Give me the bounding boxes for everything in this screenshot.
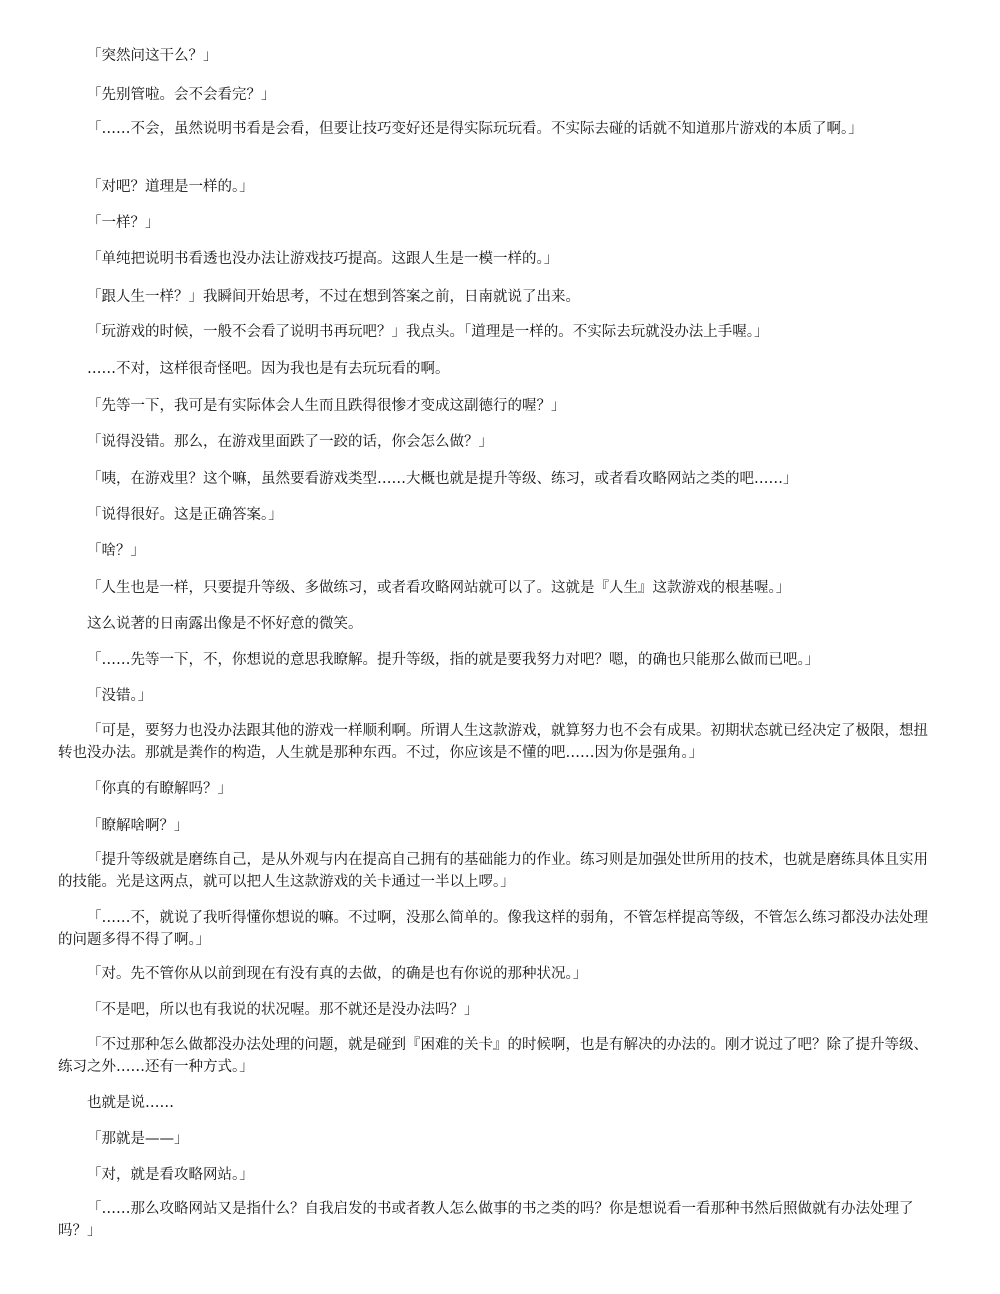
paragraph-4: 「对吧？道理是一样的。」 [87,179,254,195]
paragraph-8: 「玩游戏的时候，一般不会看了说明书再玩吧？」我点头。「道理是一样的。不实际去玩就没办法上手喔。」 [87,324,769,340]
paragraph-6: 「单纯把说明书看透也没办法让游戏技巧提高。这跟人生是一模一样的。」 [87,251,559,267]
paragraph-11: 「说得没错。那么，在游戏里面跌了一跤的话，你会怎么做？」 [87,434,493,450]
paragraph-15: 「人生也是一样，只要提升等级、多做练习，或者看攻略网站就可以了。这就是『人生』这款游戏的根基喔。」 [87,580,791,596]
paragraph-13: 「说得很好。这是正确答案。」 [87,507,283,523]
paragraph-10: 「先等一下，我可是有实际体会人生而且跌得很惨才变成这副德行的喔？」 [87,398,566,414]
paragraph-18: 「没错。」 [87,688,153,704]
paragraph-7: 「跟人生一样？」我瞬间开始思考，不过在想到答案之前，日南就说了出来。 [87,289,580,305]
paragraph-20: 「你真的有瞭解吗？」 [87,781,232,797]
paragraph-25: 「不是吧，所以也有我说的状况喔。那不就还是没办法吗？」 [87,1002,479,1018]
paragraph-27: 也就是说…… [87,1095,174,1111]
paragraph-30: 「……那么攻略网站又是指什么？自我启发的书或者教人怎么做事的书之类的吗？你是想说看一看那种书然后照做就有办法处理了吗？」 [58,1201,914,1239]
paragraph-17: 「……先等一下，不，你想说的意思我瞭解。提升等级，指的就是要我努力对吧？嗯，的确也只能那么做而已吧。」 [87,652,820,668]
paragraph-5: 「一样？」 [87,215,160,231]
paragraph-19: 「可是，要努力也没办法跟其他的游戏一样顺利啊。所谓人生这款游戏，就算努力也不会有成果。初期状态就已经决定了极限，想扭转也没办法。那就是粪作的构造，人生就是那种东西。不过，你应该是不懂的吧……因为你是强角。」 [58,723,928,761]
paragraph-26: 「不过那种怎么做都没办法处理的问题，就是碰到『困难的关卡』的时候啊，也是有解决的办法的。刚才说过了吧？除了提升等级、练习之外……还有一种方式。」 [58,1037,928,1075]
paragraph-24: 「对。先不管你从以前到现在有没有真的去做，的确是也有你说的那种状况。」 [87,966,588,982]
paragraph-21: 「瞭解啥啊？」 [87,818,189,834]
paragraph-9: ……不对，这样很奇怪吧。因为我也是有去玩玩看的啊。 [87,361,450,377]
paragraph-3: 「……不会，虽然说明书看是会看，但要让技巧变好还是得实际玩玩看。不实际去碰的话就不知道那片游戏的本质了啊。」 [87,121,863,137]
paragraph-2: 「先别管啦。会不会看完？」 [87,87,276,103]
paragraph-23: 「……不，就说了我听得懂你想说的嘛。不过啊，没那么简单的。像我这样的弱角，不管怎样提高等级，不管怎么练习都没办法处理的问题多得不得了啊。」 [58,910,928,948]
paragraph-29: 「对，就是看攻略网站。」 [87,1167,254,1183]
paragraph-28: 「那就是——」 [87,1131,189,1147]
paragraph-22: 「提升等级就是磨练自己，是从外观与内在提高自己拥有的基础能力的作业。练习则是加强处世所用的技术，也就是磨练具体且实用的技能。光是这两点，就可以把人生这款游戏的关卡通过一半以上啰。」 [58,852,928,890]
paragraph-14: 「啥？」 [87,543,145,559]
paragraph-12: 「咦，在游戏里？这个嘛，虽然要看游戏类型……大概也就是提升等级、练习，或者看攻略网站之类的吧……」 [87,471,798,487]
paragraph-16: 这么说著的日南露出像是不怀好意的微笑。 [87,616,363,632]
paragraph-1: 「突然问这干么？」 [87,48,218,64]
